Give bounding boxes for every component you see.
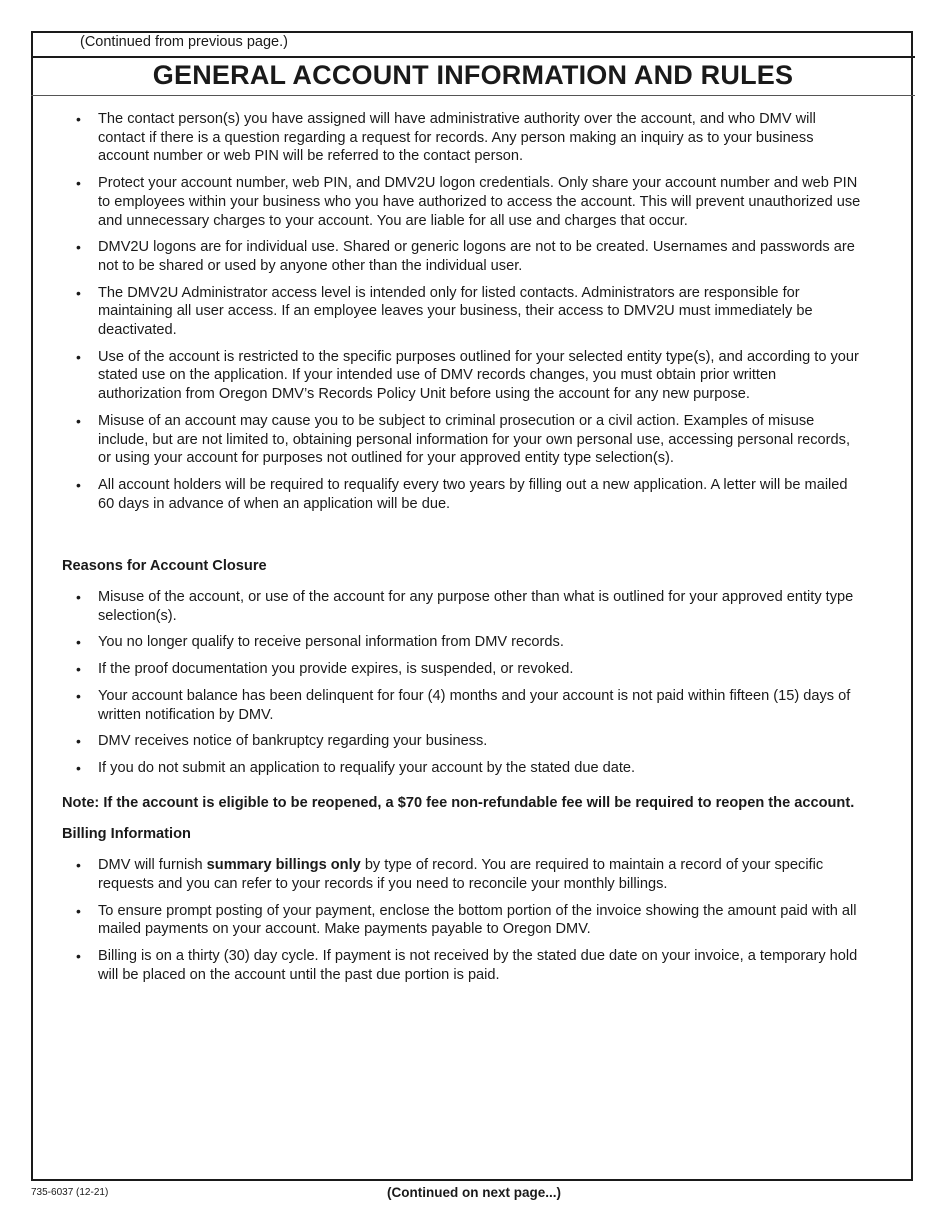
list-item: • The DMV2U Administrator access level is intended only for listed contacts. Administrators are responsible for maintaining all user access. If an employee leaves your business, their access to DMV2U must immediately be deactivated. [62, 284, 862, 340]
list-item: • You no longer qualify to receive personal information from DMV records. [62, 633, 862, 652]
document-body [62, 110, 862, 992]
billing-heading: Billing Information [62, 826, 191, 843]
list-item: • If the proof documentation you provide expires, is suspended, or revoked. [62, 660, 862, 679]
list-item: • Billing is on a thirty (30) day cycle. If payment is not received by the stated due date on your invoice, a temporary hold will be placed on the account until the past due portion is paid. [62, 947, 862, 984]
billing-list [62, 856, 862, 984]
list-item: • To ensure prompt posting of your payment, enclose the bottom portion of the invoice showing the amount paid with all mailed payments on your account. Make payments payable to Oregon DMV. [62, 902, 862, 939]
list-item: • All account holders will be required to requalify every two years by filling out a new application. A letter will be mailed 60 days in advance of when an application will be due. [62, 476, 862, 513]
page-title: GENERAL ACCOUNT INFORMATION AND RULES [152, 60, 794, 90]
form-number: 735-6037 (12-21) [31, 1187, 109, 1198]
continued-on-note: (Continued on next page...) [387, 1185, 561, 1200]
list-item: • If you do not submit an application to requalify your account by the stated due date. [62, 759, 862, 778]
list-item [62, 856, 862, 893]
billing-item-text: DMV will furnish [98, 857, 207, 874]
list-item: • DMV2U logons are for individual use. Shared or generic logons are not to be created. Usernames and passwords are not to be shared or used by anyone other than the individual user. [62, 238, 862, 275]
closure-reasons-list [62, 588, 862, 778]
billing-item-text: by type of record. You are required to maintain a record of your specific requests and you can refer to your records if you need to reconcile your monthly billings. [98, 857, 824, 892]
reopen-fee-note: Note: If the account is eligible to be reopened, a $70 fee non-refundable fee will be required to reopen the account. [62, 794, 855, 811]
closure-heading: Reasons for Account Closure [62, 558, 267, 575]
title-divider [31, 95, 915, 96]
list-item: • Protect your account number, web PIN, and DMV2U logon credentials. Only share your account number and web PIN to employees within your business who you have authorized to access the account. This will prevent unauthorized use and unnecessary charges to your account. You are liable for all use and charges that occur. [62, 174, 862, 230]
list-item: • Your account balance has been delinquent for four (4) months and your account is not paid within fifteen (15) days of written notification by DMV. [62, 687, 862, 724]
continued-from-note: (Continued from previous page.) [80, 34, 288, 50]
list-item: • DMV receives notice of bankruptcy regarding your business. [62, 732, 862, 751]
general-rules-list [62, 110, 862, 513]
list-item: • Use of the account is restricted to the specific purposes outlined for your selected entity type(s), and according to your stated use on the application. If your intended use of DMV records changes, you must obtain prior written authorization from Oregon DMV’s Records Policy Unit before using the account for any new purpose. [62, 348, 862, 404]
list-item: • Misuse of the account, or use of the account for any purpose other than what is outlined for your approved entity type selection(s). [62, 588, 862, 625]
list-item: • Misuse of an account may cause you to be subject to criminal prosecution or a civil action. Examples of misuse include, but are not limited to, obtaining personal information for your own personal use, accessing personal records, or using your account for purposes not outlined for your approved entity type selection(s). [62, 412, 862, 468]
billing-emphasis: summary billings only [206, 857, 361, 874]
list-item: • The contact person(s) you have assigned will have administrative authority over the account, and who DMV will contact if there is a question regarding a request for records. Any person making an inquiry as to your business account number or web PIN will be referred to the contact person. [62, 110, 862, 166]
